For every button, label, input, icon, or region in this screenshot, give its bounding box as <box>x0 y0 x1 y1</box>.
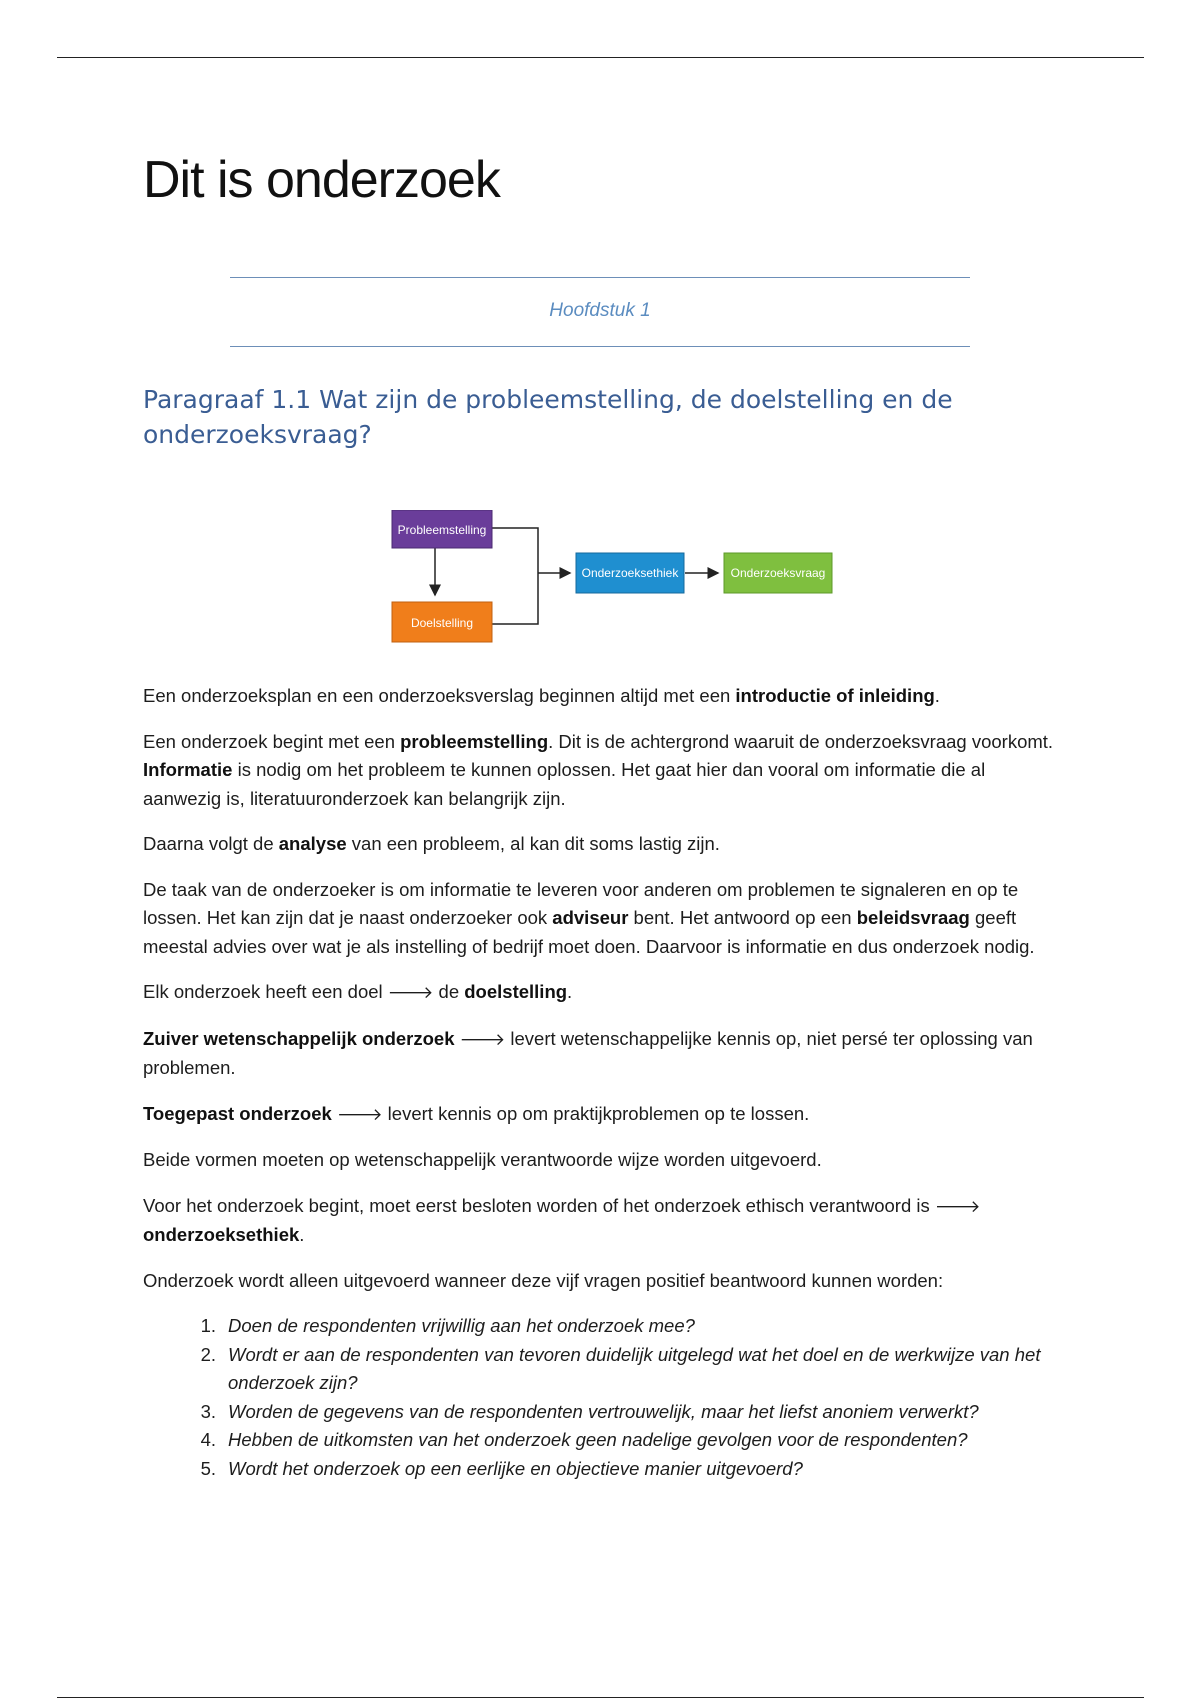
text: De taak van de onderzoeker is om informatie te leveren voor anderen om problemen te signaleren en op te lossen. Het kan zijn dat je naast onderzoeker ook <box>143 878 1019 928</box>
node-onderzoeksethiek <box>576 553 684 593</box>
text: Onderzoek wordt alleen uitgevoerd wanneer deze vijf vragen positief beantwoord kunnen worden: <box>143 1269 944 1291</box>
paragraph-probleemstelling <box>143 728 1063 814</box>
header-rule <box>57 57 1144 58</box>
text: . <box>567 981 573 1002</box>
section-heading: Paragraaf 1.1 Wat zijn de probleemstelling, de doelstelling en de onderzoeksvraag? <box>143 385 953 449</box>
term-introductie: introductie of inleiding <box>735 685 935 706</box>
chapter-rule-bottom <box>230 346 970 347</box>
list-number: 5. <box>200 1457 216 1479</box>
arrow-icon: 🡒 <box>459 1029 506 1050</box>
list-text: Worden de gegevens van de respondenten vertrouwelijk, maar het liefst anoniem verwerkt? <box>228 1400 979 1422</box>
arrow-icon: 🡒 <box>387 983 434 1003</box>
node-onderzoeksvraag-label: Onderzoeksvraag <box>730 566 826 580</box>
text: Beide vormen moeten op wetenschappelijk verantwoorde wijze worden uitgevoerd. <box>143 1149 822 1170</box>
list-item <box>143 1426 1063 1455</box>
text: Daarna volgt de <box>143 833 279 854</box>
term-doelstelling: doelstelling <box>464 981 568 1002</box>
node-probleemstelling-label: Probleemstelling <box>397 523 487 537</box>
text: Elk onderzoek heeft een doel <box>143 981 388 1002</box>
list-item <box>143 1398 1063 1427</box>
footer-rule <box>57 1697 1144 1698</box>
text: Een onderzoeksplan en een onderzoeksverslag beginnen altijd met een <box>143 685 736 706</box>
term-informatie: Informatie <box>143 759 233 780</box>
text: Voor het onderzoek begint, moet eerst besloten worden of het onderzoek ethisch verantwoord is <box>143 1194 935 1216</box>
list-number: 1. <box>200 1315 216 1336</box>
chapter-rule-top <box>230 277 970 278</box>
text: de <box>433 981 465 1002</box>
node-doelstelling <box>392 602 492 642</box>
term-toegepast-onderzoek: Toegepast onderzoek <box>143 1102 332 1124</box>
text: . <box>299 1224 305 1245</box>
paragraph-analyse <box>143 830 1063 859</box>
arrow-icon: 🡒 <box>336 1104 383 1125</box>
paragraph-doelstelling <box>143 978 1063 1008</box>
text: van een probleem, al kan dit soms lastig zijn. <box>346 833 720 854</box>
text: Een onderzoek begint met een <box>143 730 401 752</box>
term-onderzoeksethiek: onderzoeksethiek <box>143 1224 300 1245</box>
list-number: 4. <box>200 1429 216 1450</box>
text: . <box>934 685 940 706</box>
paragraph-toegepast-onderzoek <box>143 1100 1063 1130</box>
list-number: 2. <box>200 1343 216 1365</box>
paragraph-beide-vormen <box>143 1146 1063 1175</box>
list-text: Wordt het onderzoek op een eerlijke en objectieve manier uitgevoerd? <box>228 1457 803 1479</box>
text: . Dit is de achtergrond waaruit de onderzoeksvraag voorkomt. <box>548 730 1054 752</box>
connector-bracket <box>492 528 538 624</box>
list-text: Doen de respondenten vrijwillig aan het onderzoek mee? <box>228 1315 695 1336</box>
chapter-label: Hoofdstuk 1 <box>549 300 651 321</box>
paragraph-onderzoeksethiek <box>143 1192 1063 1250</box>
process-diagram <box>380 510 850 650</box>
node-probleemstelling <box>392 510 492 548</box>
body-content <box>143 682 1063 1483</box>
node-onderzoeksethiek-label: Onderzoeksethiek <box>581 566 679 580</box>
list-text: Hebben de uitkomsten van het onderzoek geen nadelige gevolgen voor de respondenten? <box>228 1429 968 1450</box>
paragraph-zuiver-onderzoek <box>143 1025 1063 1083</box>
document-title: Dit is onderzoek <box>143 151 500 209</box>
term-adviseur: adviseur <box>552 907 629 928</box>
text: levert kennis op om praktijkproblemen op te lossen. <box>382 1102 810 1124</box>
paragraph-vijf-vragen <box>143 1267 1063 1296</box>
list-item <box>143 1341 1063 1398</box>
list-text: Wordt er aan de respondenten van tevoren duidelijk uitgelegd wat het doel en de werkwijze van het onderzoek zijn? <box>228 1343 1041 1393</box>
text: geeft meestal advies over wat je als instelling of bedrijf moet doen. Daarvoor is informatie en dus onderzoek nodig. <box>143 907 1035 957</box>
node-onderzoeksvraag <box>724 553 832 593</box>
text: is nodig om het probleem te kunnen oplossen. Het gaat hier dan vooral om informatie die al aanwezig is, literatuuronderzoek kan belangrijk zijn. <box>143 759 986 809</box>
arrow-icon: 🡒 <box>934 1196 981 1217</box>
paragraph-taak-onderzoeker <box>143 876 1063 962</box>
text: bent. Het antwoord op een <box>628 907 857 928</box>
list-number: 3. <box>200 1400 216 1422</box>
term-zuiver-wetenschappelijk: Zuiver wetenschappelijk onderzoek <box>143 1027 455 1049</box>
list-item <box>143 1455 1063 1484</box>
term-probleemstelling: probleemstelling <box>400 730 549 752</box>
text: levert wetenschappelijke kennis op, niet persé ter oplossing van problemen. <box>143 1027 1033 1078</box>
term-beleidsvraag: beleidsvraag <box>856 907 970 928</box>
paragraph-intro <box>143 682 1063 711</box>
list-item <box>143 1312 1063 1341</box>
node-doelstelling-label: Doelstelling <box>410 616 474 630</box>
ethics-questions-list <box>143 1312 1063 1483</box>
term-analyse: analyse <box>278 833 347 854</box>
